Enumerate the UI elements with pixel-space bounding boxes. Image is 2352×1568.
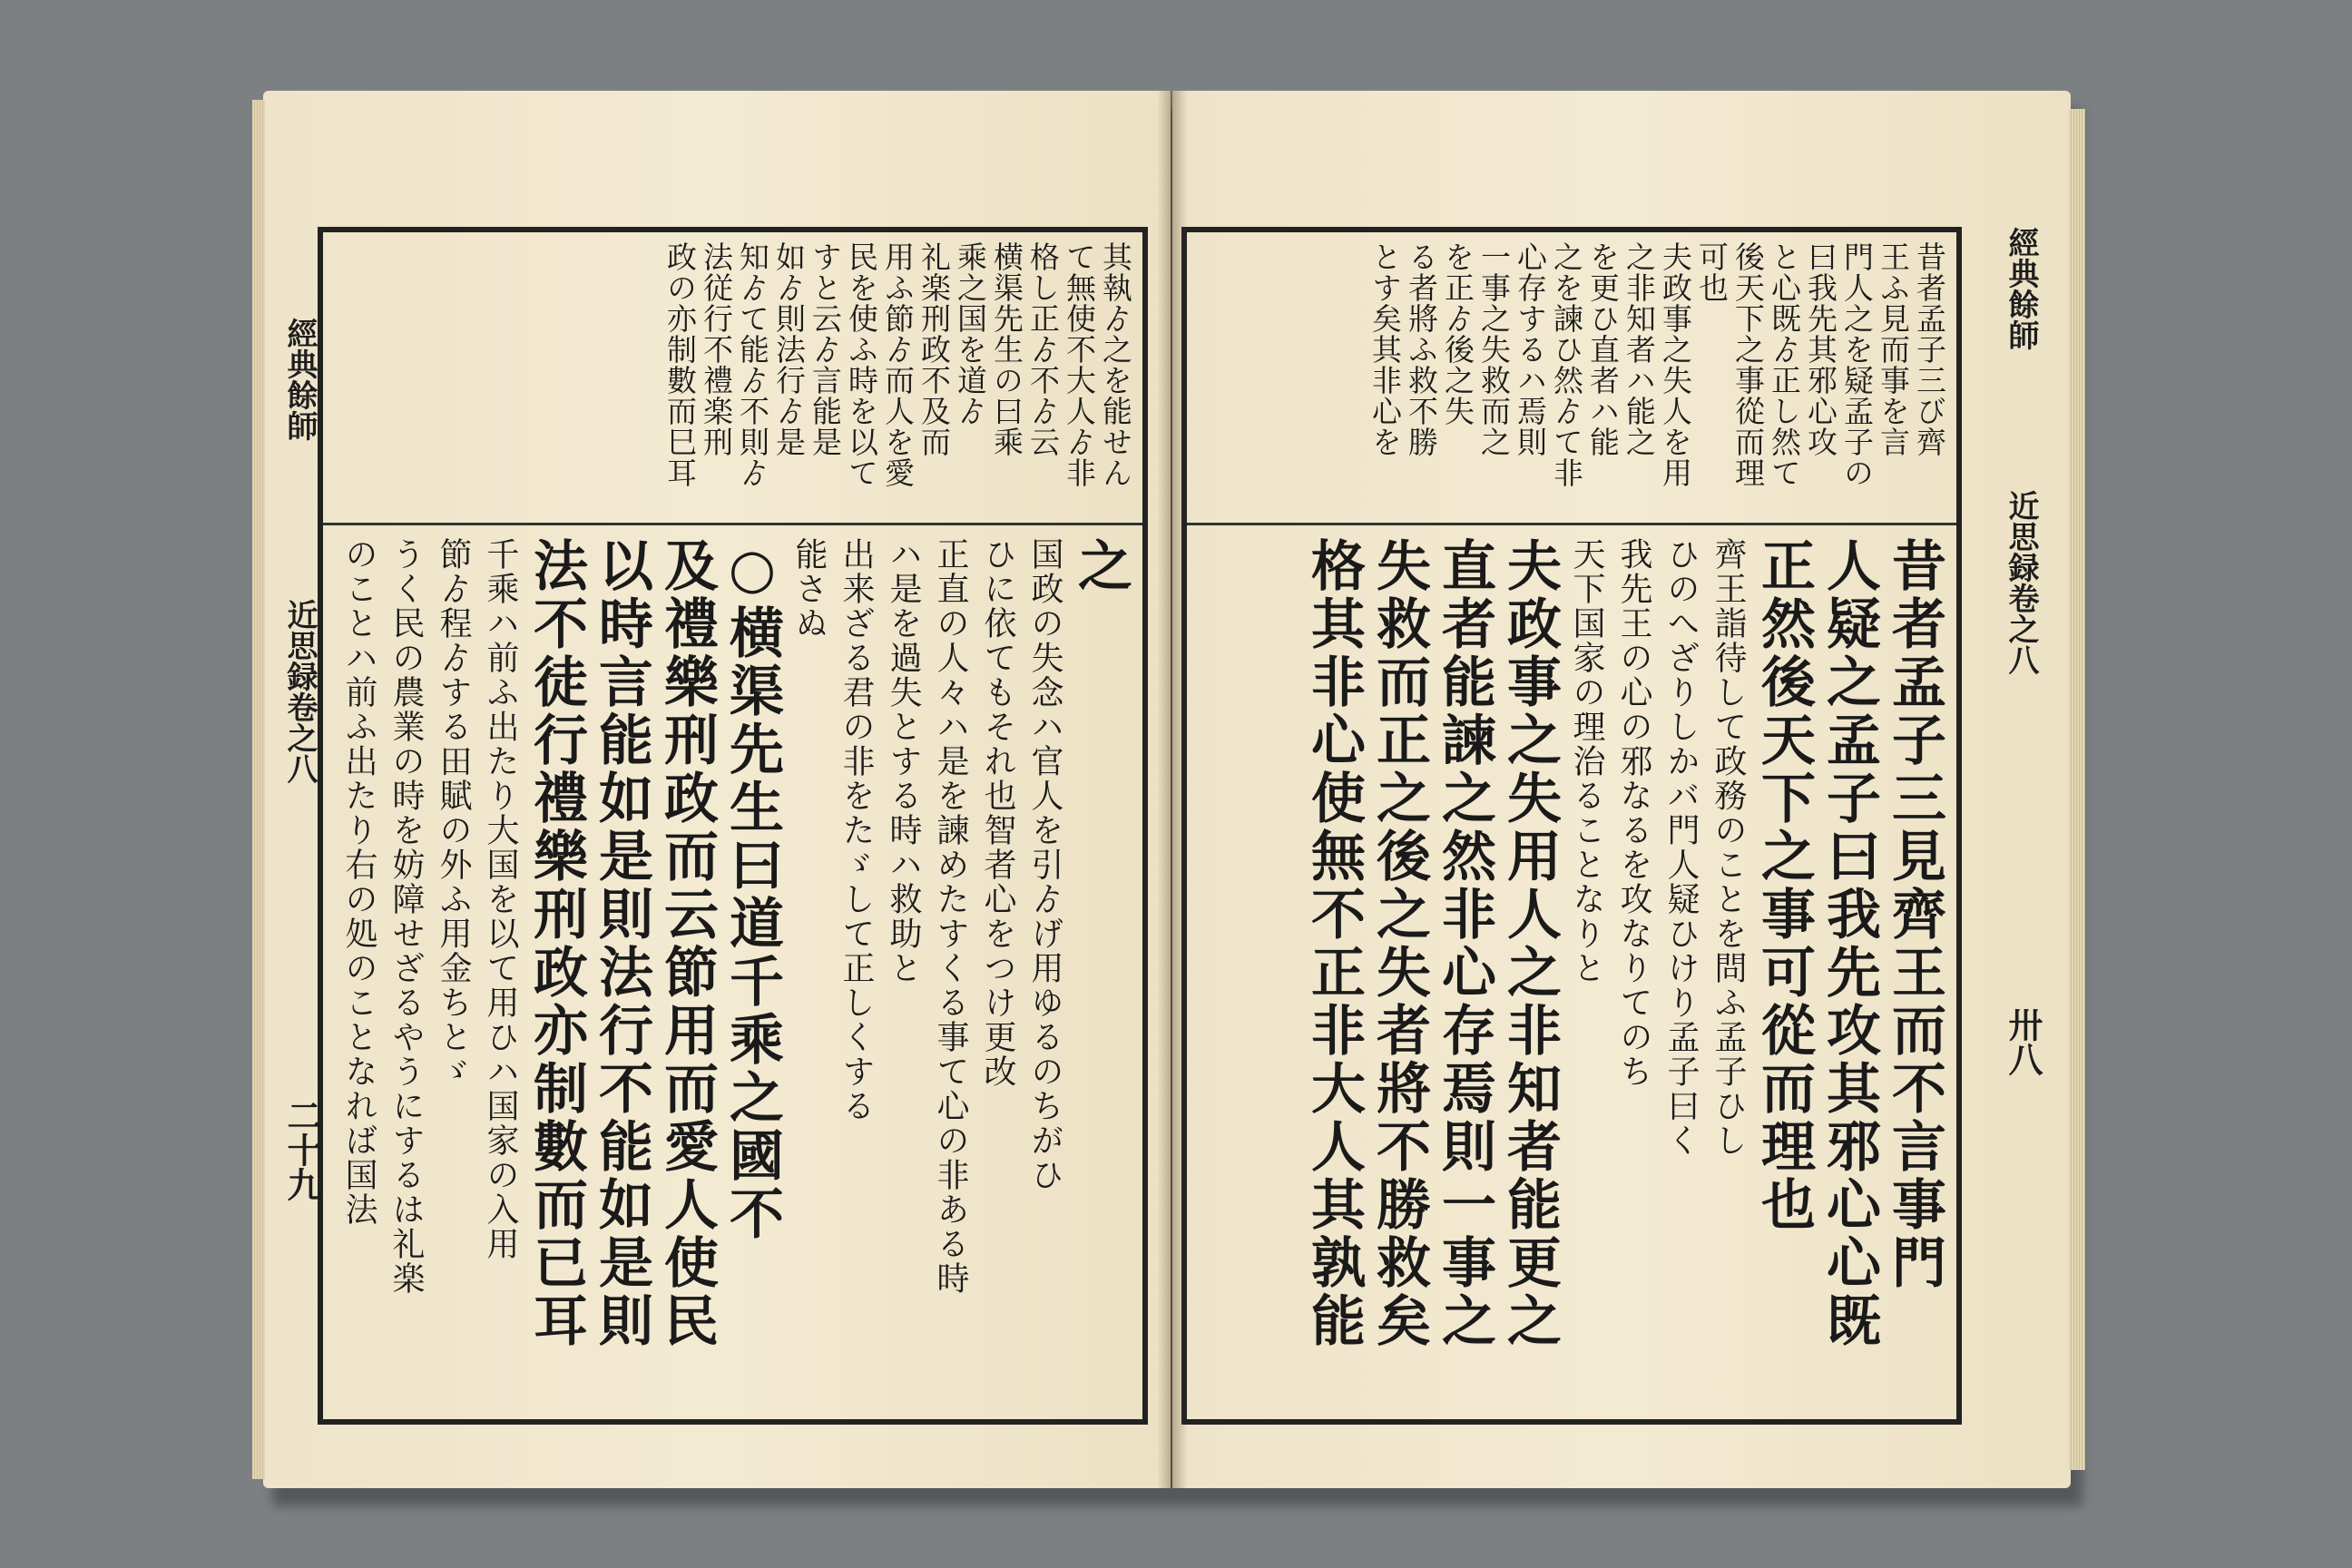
open-book (263, 91, 2078, 1493)
left-headnote-column: 用ふ節ゟ而人を愛 (880, 241, 916, 488)
right-headnote-column: 王ふ見而事を言 (1876, 241, 1911, 457)
left-commentary-column: ハ是を過失とする時ハ救助と (885, 537, 922, 985)
right-headnote-column: を更ひ直者ハ能 (1585, 241, 1621, 457)
left-headnote-column: すと云ゟ言能是 (808, 241, 843, 457)
left-page-edges (252, 100, 265, 1479)
left-main-text-block (332, 537, 1133, 1417)
right-headnote-column: 昔者孟子三び齊 (1912, 241, 1947, 457)
left-headnote-column: 乘之国を道ゟ (953, 241, 988, 426)
right-text-frame (1181, 227, 1962, 1425)
right-main-column: 失救而正之後之失者將不勝救矣 (1367, 537, 1431, 1350)
left-headnote-column: 政の亦制數而巳耳 (662, 241, 698, 488)
right-main-column: 正然後天下之事可從而理也 (1752, 537, 1816, 1234)
left-main-column: 及禮樂刑政而云節用而愛人使民 (655, 537, 719, 1350)
right-headnote-column: る者將ふ救不勝 (1404, 241, 1439, 457)
left-commentary-column: うく民の農業の時を妨障せざるやうにするは礼楽 (387, 537, 425, 1296)
left-commentary-column: のことハ前ふ出たり右の処のことなれば国法 (340, 537, 377, 1227)
right-main-column: 人疑之孟子曰我先攻其邪心心既 (1818, 537, 1881, 1350)
right-commentary-column: 天下国家の理治ることなりと (1568, 537, 1605, 985)
right-main-column: 格其非心使無不正非大人其孰能 (1302, 537, 1366, 1350)
right-headnote-column: 曰我先其邪心攻 (1803, 241, 1838, 457)
left-commentary-column: 国政の失念ハ官人を引ゟげ用ゆるのちがひ (1026, 537, 1063, 1192)
left-headnote-column: 知ゟて能ゟ不則ゟ (735, 241, 770, 488)
left-main-column: 法不徒行禮樂刑政亦制數而已耳 (524, 537, 588, 1350)
left-commentary-column: 能さぬ (790, 537, 828, 641)
left-main-column: ○横渠先生曰道千乘之國不 (720, 537, 784, 1243)
right-headnote-column: 心存するハ焉則 (1513, 241, 1548, 457)
left-margin-title: 經典餘師 (281, 318, 318, 441)
right-commentary-column: 齊王詣待して政務のことを問ふ孟子ひし (1710, 537, 1747, 1158)
right-commentary-column: 我先王の心の邪なるを攻なりてのち (1615, 537, 1652, 1089)
left-commentary-column: 千乘ハ前ふ出たり大国を以て用ひハ国家の入用 (482, 537, 519, 1261)
left-commentary-column: ひに依てもそれ也智者心をつけ更改 (979, 537, 1016, 1089)
left-headnote-column: 其執ゟ之を能せん (1098, 241, 1133, 488)
right-headnote-column: を正ゟ後之失 (1440, 241, 1475, 426)
left-folio: 二十九 (281, 1098, 322, 1201)
left-margin-chapter: 近思録卷之八 (281, 599, 318, 784)
left-headnote-column: 横渠先生の曰乘 (989, 241, 1024, 457)
left-commentary-column: 正直の人々ハ是を諫めたすくる事て心の非ある時 (932, 537, 969, 1296)
book-gutter (1157, 91, 1188, 1488)
left-headnote-column: 格し正ゟ不ゟ云 (1025, 241, 1061, 457)
right-headnote-rule (1187, 523, 1956, 525)
left-page (263, 91, 1171, 1488)
left-headnote-column: 礼楽刑政不及而 (916, 241, 952, 457)
right-main-column: 昔者孟子三見齊王而不言事門 (1883, 537, 1946, 1292)
right-main-column: 夫政事之失用人之非知者能更之 (1498, 537, 1562, 1350)
right-headnote-column: 之非知者ハ能之 (1622, 241, 1657, 457)
left-headnote-column: 如ゟ則法行ゟ是 (771, 241, 807, 457)
left-commentary-column: 節ゟ程ゟする田賦の外ふ用金ちとゞ (435, 537, 472, 1089)
right-main-text-block (1196, 537, 1947, 1417)
right-headnote-column: 後天下之事從而理 (1730, 241, 1766, 488)
left-main-column: 之 (1069, 537, 1132, 595)
left-main-column: 以時言能如是則法行不能如是則 (590, 537, 653, 1350)
right-commentary-column: ひのへざりしかバ門人疑ひけり孟子曰く (1662, 537, 1700, 1158)
right-folio: 卅八 (2003, 1007, 2043, 1076)
left-headnote-column: て無使不大人ゟ非 (1062, 241, 1097, 488)
left-text-frame (318, 227, 1148, 1425)
right-page-edges (2069, 109, 2085, 1470)
right-margin-title: 經典餘師 (2003, 227, 2039, 350)
right-margin-chapter: 近思録卷之八 (2003, 490, 2039, 675)
left-headnote-column: 法従行不禮楽刑 (699, 241, 734, 457)
right-headnote-block (1196, 241, 1947, 514)
right-headnote-column: 可也 (1694, 241, 1730, 303)
right-page (1172, 91, 2071, 1488)
right-headnote-column: と心既ゟ正し然て (1767, 241, 1802, 488)
left-headnote-rule (323, 523, 1142, 525)
right-main-column: 直者能諫之然非心存焉則一事之 (1433, 537, 1496, 1350)
right-headnote-column: 之を諫ひ然ゟて非 (1549, 241, 1584, 488)
left-headnote-column: 民を使ふ時を以て (844, 241, 879, 488)
right-headnote-column: とす矣其非心を (1367, 241, 1403, 457)
right-headnote-column: 夫政事之失人を用 (1658, 241, 1693, 488)
left-commentary-column: 出来ざる君の非をたゞして正しくする (838, 537, 875, 1123)
right-headnote-column: 一事之失救而之 (1476, 241, 1512, 457)
right-headnote-column: 門人之を疑孟子の (1839, 241, 1875, 488)
left-headnote-block (332, 241, 1133, 514)
